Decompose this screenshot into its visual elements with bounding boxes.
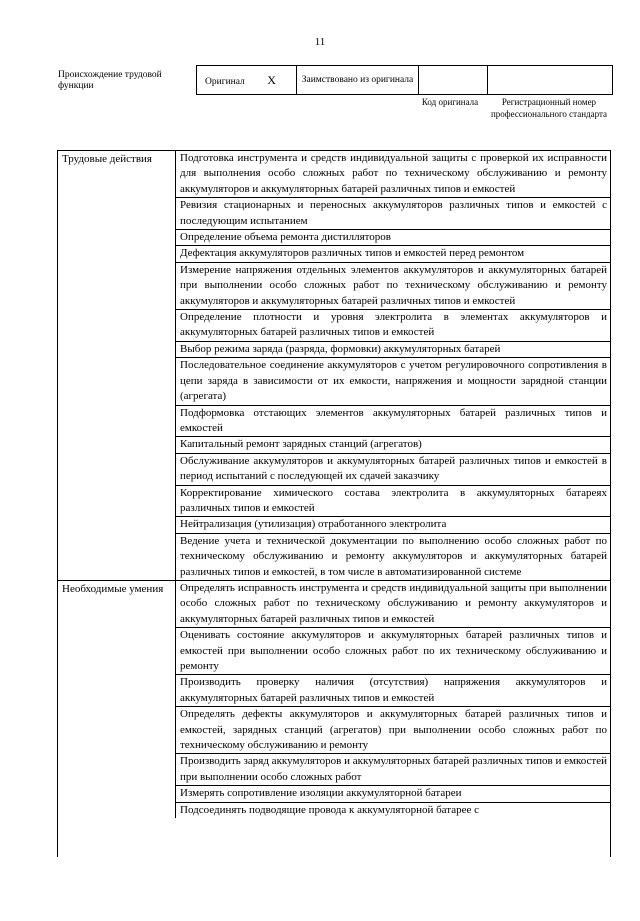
table-row: Дефектация аккумуляторов различных типов и емкостей перед ремонтом	[176, 246, 610, 262]
section-items	[176, 151, 610, 580]
table-section	[58, 151, 610, 581]
table-row: Подформовка отстающих элементов аккумуляторных батарей различных типов и емкостей	[176, 406, 610, 438]
table-row: Подсоединять подводящие провода к аккумуляторной батарее с	[180, 803, 480, 816]
table-row: Ревизия стационарных и переносных аккумуляторов различных типов и емкостей с последующим испытанием	[176, 198, 610, 230]
code-caption: Код оригинала	[421, 97, 479, 107]
functions-table	[57, 150, 611, 857]
section-label: Необходимые умения	[58, 581, 176, 818]
table-row: Определение объема ремонта дистилляторов	[176, 230, 610, 246]
original-label: Оригинал	[205, 76, 245, 87]
origin-label: Происхождение трудовой функции	[58, 70, 162, 91]
section-items	[176, 581, 610, 818]
table-row: Измерение напряжения отдельных элементов аккумуляторов и аккумуляторных батарей при выполнении особо сложных работ по техническому обслуживанию и ремонту аккумуляторов и аккумуляторных батарей различных типов и емкостей	[176, 263, 610, 310]
reg-number-caption: Регистрационный номер профессионального стандарта	[490, 97, 608, 119]
origin-table	[196, 65, 613, 95]
table-row: Подготовка инструмента и средств индивидуальной защиты с проверкой их исправности для выполнения особо сложных работ по техническому обслуживанию и ремонту аккумуляторов и аккумуляторных батарей различных типов и емкостей	[176, 151, 610, 198]
table-row: Последовательное соединение аккумуляторов с учетом регулировочного сопротивления в цепи заряда в зависимости от их емкости, напряжения и мощности зарядной станции (агрегата)	[176, 358, 610, 405]
table-row: Ведение учета и технической документации по выполнению особо сложных работ по техническому обслуживанию и ремонту аккумуляторов и аккумуляторных батарей различных типов и емкостей, в том числе в автоматизированной системе	[180, 534, 607, 578]
table-row: Капитальный ремонт зарядных станций (агрегатов)	[176, 437, 610, 453]
original-mark: X	[267, 72, 276, 87]
table-row: Производить заряд аккумуляторов и аккумуляторных батарей различных типов и емкостей при выполнении особо сложных работ	[176, 754, 610, 786]
table-row: Обслуживание аккумуляторов и аккумуляторных батарей различных типов и емкостей в период испытаний с последующей их сдачей заказчику	[176, 454, 610, 486]
table-row: Измерять сопротивление изоляции аккумуляторной батареи	[176, 786, 610, 802]
table-row: Выбор режима заряда (разряда, формовки) аккумуляторных батарей	[176, 342, 610, 358]
table-row: Определять исправность инструмента и средств индивидуальной защиты при выполнении особо сложных работ по техническому обслуживанию и ремонту аккумуляторов и аккумуляторных батарей различных типов и емкостей	[176, 581, 610, 628]
table-section	[58, 581, 610, 818]
table-row: Корректирование химического состава электролита в аккумуляторных батареях различных типов и емкостей	[176, 486, 610, 518]
code-cell	[419, 66, 488, 95]
section-label: Трудовые действия	[58, 151, 176, 580]
table-row: Оценивать состояние аккумуляторов и аккумуляторных батарей различных типов и емкостей при выполнении особо сложных работ по их техническому обслуживанию и ремонту	[176, 628, 610, 675]
original-cell	[197, 66, 297, 95]
table-row: Нейтрализация (утилизация) отработанного электролита	[176, 517, 610, 533]
page-number: 11	[314, 36, 326, 48]
borrowed-cell: Заимствовано из оригинала	[297, 66, 419, 95]
table-row: Производить проверку наличия (отсутствия) напряжения аккумуляторов и аккумуляторных батарей различных типов и емкостей	[176, 675, 610, 707]
table-row: Определять дефекты аккумуляторов и аккумуляторных батарей различных типов и емкостей, зарядных станций (агрегатов) при выполнении особо сложных работ по техническому обслуживанию и ремонту	[176, 707, 610, 754]
reg-number-cell	[488, 66, 613, 95]
table-row: Определение плотности и уровня электролита в элементах аккумуляторов и аккумуляторных батарей различных типов и емкостей	[176, 310, 610, 342]
